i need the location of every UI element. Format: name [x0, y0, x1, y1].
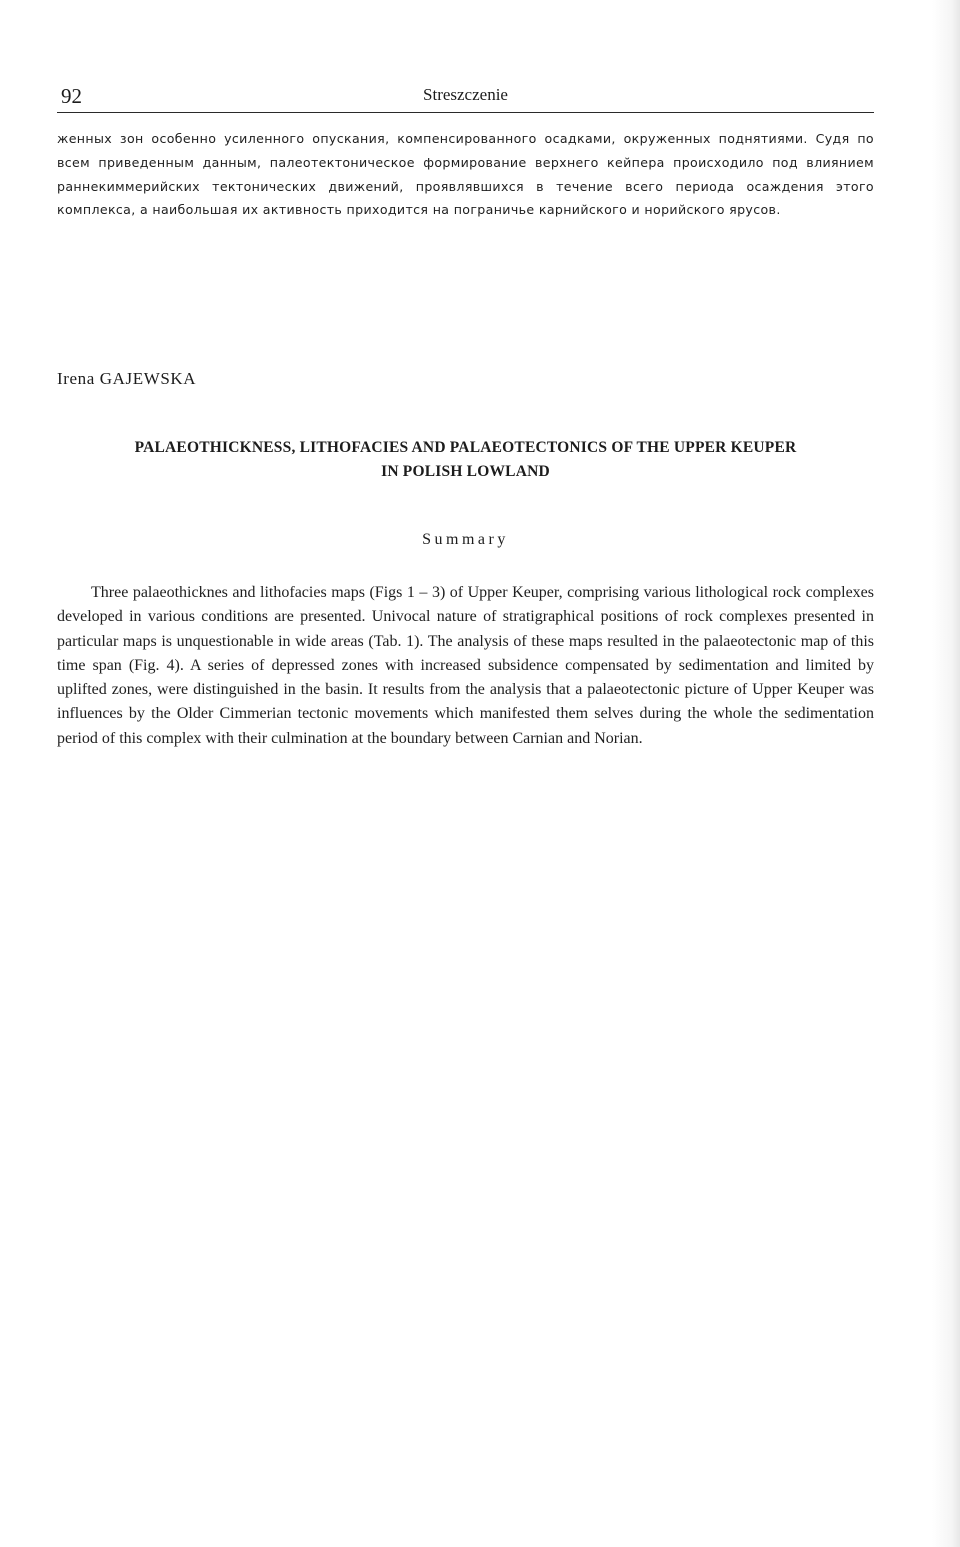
article-title-line-1: PALAEOTHICKNESS, LITHOFACIES AND PALAEOTECTONICS OF THE UPPER KEUPER	[134, 439, 797, 456]
scan-edge-shadow	[932, 0, 960, 1547]
russian-paragraph: женных зон особенно усиленного опускания, компенсированного осадками, окруженных поднятиями. Судя по всем приведенным данным, палеотектоническое формирование верхнего кейпера происходило под влиянием раннекиммерийских тектонических движений, проявлявшихся в течение всего периода осаждения этого комплекса, а наибольшая их активность приходится на пограничье карнийского и норийского ярусов.	[57, 131, 874, 218]
page-header	[57, 80, 874, 113]
summary-paragraph: Three palaeothicknes and lithofacies maps (Figs 1 – 3) of Upper Keuper, comprising various lithological rock complexes developed in various conditions are presented. Univocal nature of stratigraphical positions of rock complexes presented in particular maps is unquestionable in wide areas (Tab. 1). The analysis of these maps resulted in the palaeotectonic map of this time span (Fig. 4). A series of depressed zones with increased subsidence compensated by sedimentation and limited by uplifted zones, were distinguished in the basin. It results from the analysis that a palaeotectonic picture of Upper Keuper was influences by the Older Cimmerian tectonic movements which manifested them selves during the whole the sedimentation period of this complex with their culmination at the boundary between Carnian and Norian.	[57, 584, 874, 747]
article-title	[57, 436, 874, 484]
running-head: Streszczenie	[423, 85, 508, 104]
page-number: 92	[61, 84, 82, 108]
summary-heading: Summary	[422, 531, 509, 548]
article-title-line-2: IN POLISH LOWLAND	[381, 463, 550, 480]
author-name: Irena GAJEWSKA	[57, 369, 197, 388]
